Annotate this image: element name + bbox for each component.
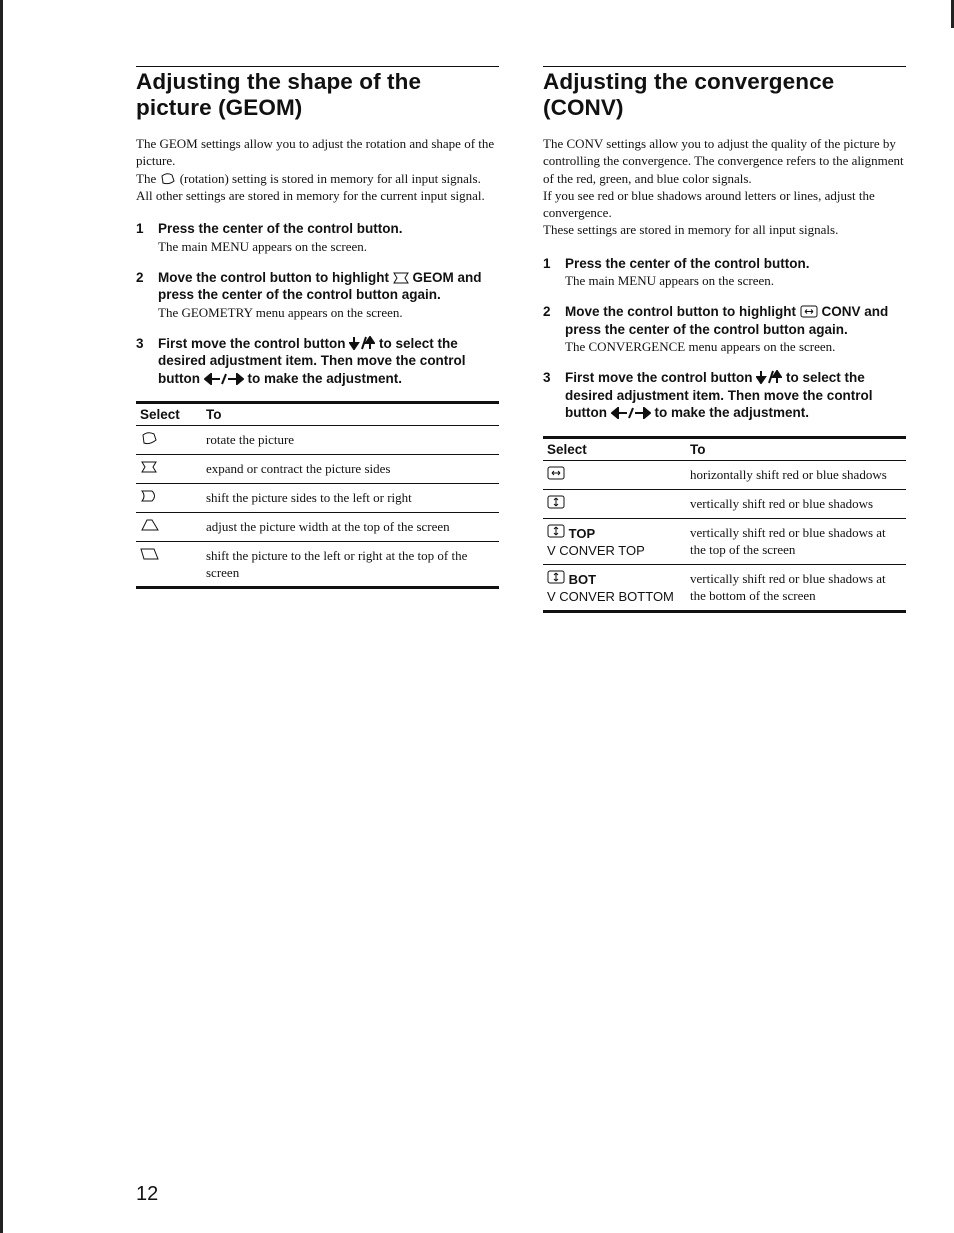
step-2: 2 Move the control button to highlight CONV and press the center of the control button again. The CONVERGENCE menu appears on the screen. [543, 304, 889, 355]
geom-icon [393, 272, 409, 284]
section-rule [543, 66, 906, 67]
table-row [543, 564, 906, 611]
intro-paragraph: The GEOM settings allow you to adjust the rotation and shape of the picture. [136, 136, 495, 169]
column-header-select: Select [136, 403, 202, 426]
table-row [136, 455, 499, 484]
select-label: V CONVER TOP [547, 542, 645, 558]
table-cell: vertically shift red or blue shadows at the bottom of the screen [686, 564, 906, 611]
v-conv-icon [547, 495, 565, 509]
trapezoid-icon [140, 518, 160, 532]
table-cell: shift the picture to the left or right at the top of the screen [202, 542, 499, 588]
column-header-to: To [202, 403, 499, 426]
table-header-row [543, 437, 906, 460]
table-row [543, 518, 906, 564]
step-2: 2 Move the control button to highlight GEOM and press the center of the control button again. The GEOMETRY menu appears on the screen. [136, 269, 482, 320]
table-cell: adjust the picture width at the top of the screen [202, 513, 499, 542]
table-row [543, 489, 906, 518]
down-up-arrows-icon [756, 370, 782, 384]
intro-paragraph: The CONV settings allow you to adjust the quality of the picture by controlling the convergence. The convergence refers to the alignment of the red, green, and blue color signals. [543, 136, 904, 186]
geom-section [136, 66, 499, 589]
size-icon [140, 460, 158, 474]
table-row [136, 484, 499, 513]
step-3: 3 First move the control button to select the desired adjustment item. Then move the control button to make the adjustment. [136, 335, 466, 386]
v-conv-icon [547, 570, 565, 584]
rotation-icon [159, 173, 176, 185]
v-conv-icon [547, 524, 565, 538]
geom-select-table [136, 401, 499, 589]
h-conv-icon [547, 466, 565, 480]
table-cell: vertically shift red or blue shadows [686, 489, 906, 518]
table-cell: rotate the picture [202, 426, 499, 455]
scan-edge-left [0, 0, 3, 1233]
section-intro [543, 135, 906, 239]
down-up-arrows-icon [349, 336, 375, 350]
intro-paragraph: The (rotation) setting is stored in memory for all input signals. [136, 170, 481, 186]
select-label: V CONVER BOTTOM [547, 588, 674, 604]
select-label-bold: BOT [568, 571, 597, 587]
conv-section [543, 66, 906, 613]
section-title: Adjusting the shape of the picture (GEOM) [136, 69, 422, 120]
left-right-arrows-icon [204, 373, 244, 385]
table-cell: vertically shift red or blue shadows at the top of the screen [686, 518, 906, 564]
section-title: Adjusting the convergence (CONV) [543, 69, 835, 120]
intro-paragraph: If you see red or blue shadows around letters or lines, adjust the convergence. [543, 187, 875, 221]
section-intro [136, 135, 499, 204]
conv-icon [800, 305, 818, 318]
select-label-bold: TOP [568, 525, 596, 541]
table-row [136, 513, 499, 542]
table-header-row [136, 403, 499, 426]
step-1: 1 Press the center of the control button. The main MENU appears on the screen. [543, 255, 810, 289]
table-row [136, 426, 499, 455]
step-3: 3 First move the control button to select the desired adjustment item. Then move the control button to make the adjustment. [543, 370, 873, 421]
column-header-to: To [686, 437, 906, 460]
section-rule [136, 66, 499, 67]
intro-paragraph: These settings are stored in memory for all input signals. [543, 222, 839, 238]
table-cell: expand or contract the picture sides [202, 455, 499, 484]
table-cell: shift the picture sides to the left or right [202, 484, 499, 513]
column-header-select: Select [543, 437, 686, 460]
parallelogram-icon [140, 547, 160, 561]
rotation-icon [140, 431, 158, 445]
pin-icon [140, 489, 158, 503]
conv-select-table [543, 436, 906, 613]
page-number: 12 [136, 1183, 159, 1205]
table-row [136, 542, 499, 588]
table-row [543, 460, 906, 489]
intro-paragraph: All other settings are stored in memory for the current input signal. [136, 187, 485, 203]
step-1: 1 Press the center of the control button. The main MENU appears on the screen. [136, 221, 403, 254]
table-cell: horizontally shift red or blue shadows [686, 460, 906, 489]
left-right-arrows-icon [611, 407, 651, 419]
